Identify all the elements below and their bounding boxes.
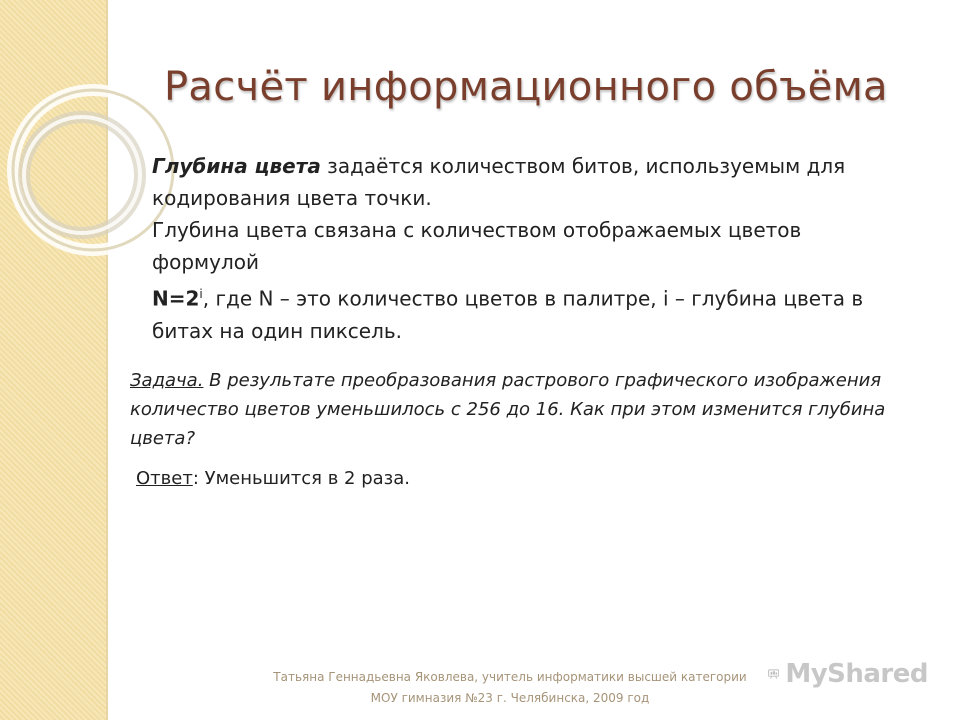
task-block [130, 366, 910, 453]
footer-line-2: МОУ гимназия №23 г. Челябинска, 2009 год [370, 691, 650, 705]
answer-label: Ответ [136, 468, 193, 489]
formula-paragraph [152, 278, 872, 347]
definition-paragraph [152, 150, 872, 214]
body-text [152, 150, 872, 347]
formula-base: N=2 [152, 286, 200, 311]
footer-line-1: Татьяна Геннадьевна Яковлева, учитель информатики высшей категории [273, 670, 747, 684]
answer-block [136, 465, 836, 493]
relation-paragraph: Глубина цвета связана с количеством отображаемых цветов формулой [152, 218, 802, 274]
term-color-depth: Глубина цвета [152, 154, 321, 178]
formula-exponent: i [199, 287, 203, 301]
definition-text: задаётся количеством битов, используемым для кодирования цвета точки. [152, 154, 846, 210]
logo-text: MyShared [785, 659, 928, 689]
myshared-logo[interactable] [768, 654, 928, 694]
task-label: Задача. [130, 370, 204, 391]
formula-explanation: , где N – это количество цветов в палитре, i – глубина цвета в битах на один пиксель. [152, 286, 864, 343]
slide-title: Расчёт информационного объёма [164, 64, 888, 110]
footer-credit [240, 667, 780, 709]
task-text: В результате преобразования растрового графического изображения количество цветов уменьшилось с 256 до 16. Как при этом изменится глубина цвета? [130, 370, 886, 449]
answer-text: : Уменьшится в 2 раза. [192, 468, 410, 489]
presentation-board-icon [768, 658, 779, 690]
